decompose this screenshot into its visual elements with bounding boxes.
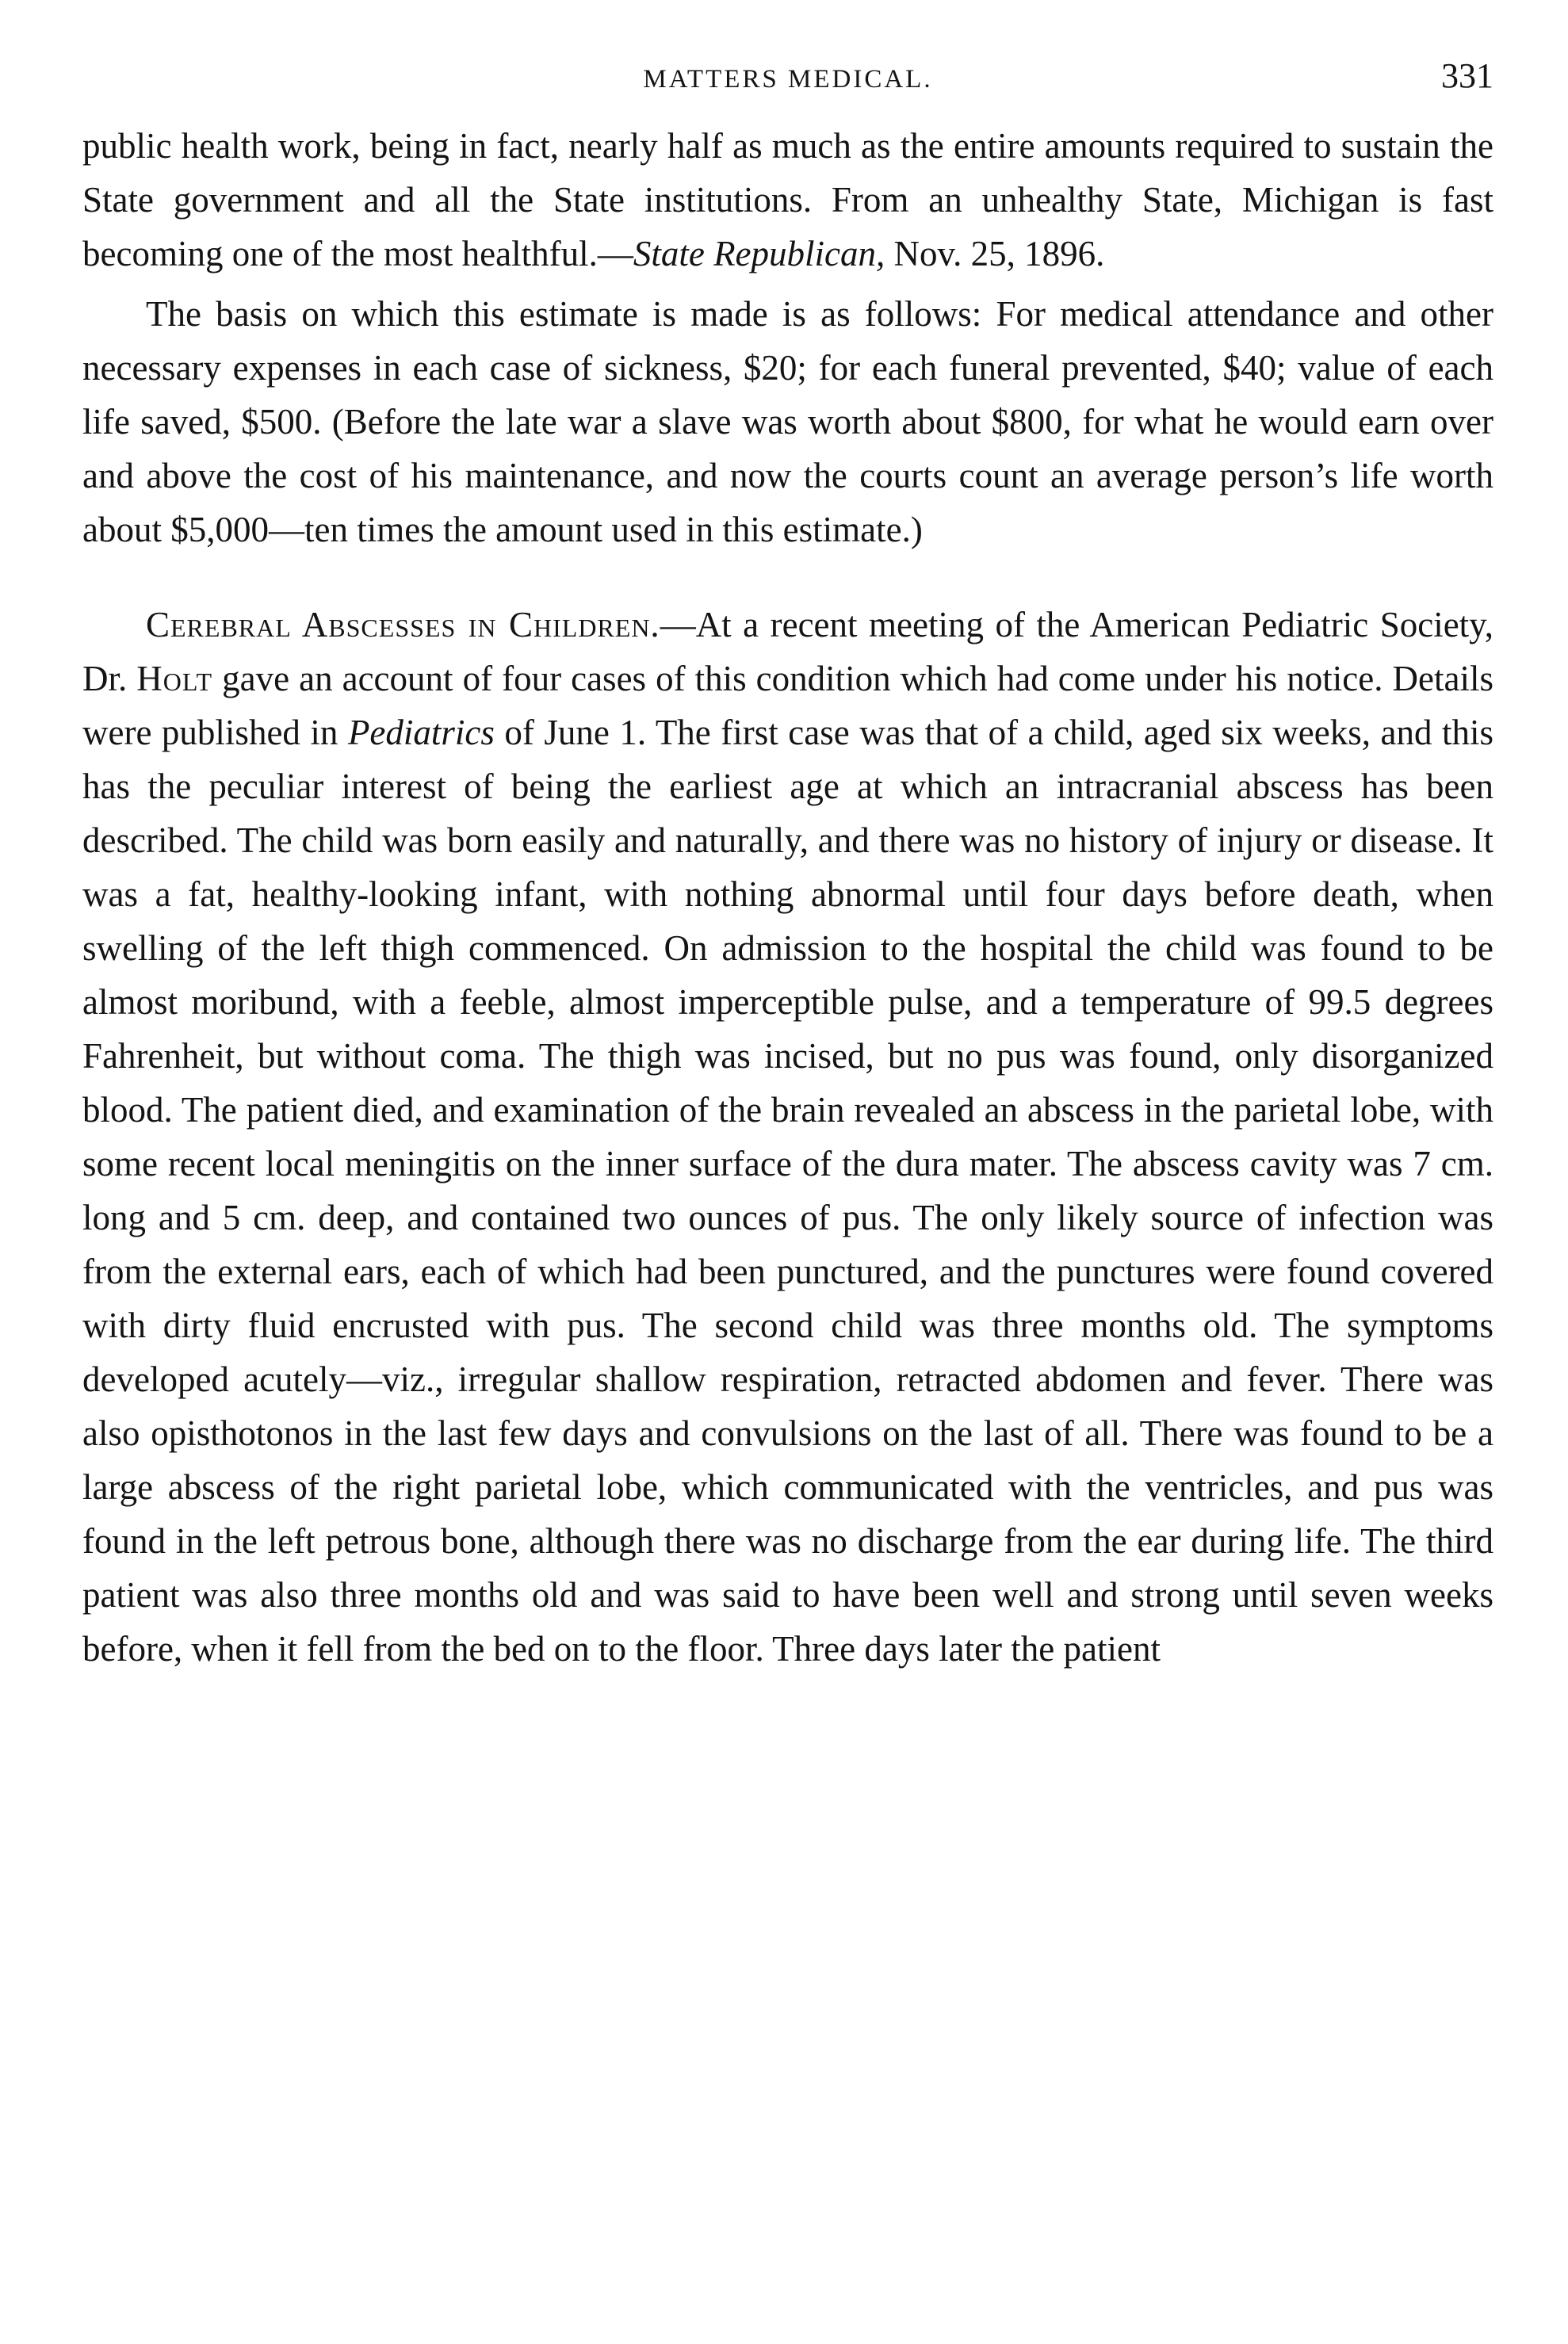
running-head	[82, 48, 1493, 119]
citation-date: Nov. 25, 1896.	[885, 234, 1105, 273]
running-title: MATTERS MEDICAL.	[643, 65, 933, 94]
paragraph-text: public health work, being in fact, nearly half as much as the entire amounts required to sustain the State government and all the State institutions. From an unhealthy State, Michigan is fast becoming one of the most healthful.—	[82, 126, 1493, 273]
book-page	[82, 48, 1493, 1676]
paragraph-text: The basis on which this estimate is made is as follows: For medical attendance and other necessary expenses in each case of sickness, $20; for each funeral prevented, $40; value of each life saved, $500. (Before the late war a slave was worth about $800, for what he would earn over and above the cost of his maintenance, and now the courts count an average person’s life worth about $5,000—ten times the amount used in this estimate.)	[82, 294, 1493, 549]
citation-source: State Republican,	[633, 234, 885, 273]
journal-title: Pediatrics	[347, 713, 495, 752]
heading-dash: —	[660, 605, 696, 644]
paragraph-text: At a recent meeting of the American Pediatric Society, Dr.	[82, 605, 1494, 698]
paragraph-continued	[82, 119, 1493, 281]
author-name: Holt	[136, 659, 213, 698]
paragraph-text: gave an account of four cases of this condition which had come under his notice. Details were published in	[82, 659, 1493, 752]
paragraph-text: of June 1. The first case was that of a child, aged six weeks, and this has the peculiar interest of being the earliest age at which an intracranial abscess has been described. The child was born easily and naturally, and there was no history of injury or disease. It was a fat, healthy-looking infant, with nothing abnormal until four days before death, when swelling of the left thigh commenced. On admission to the hospital the child was found to be almost moribund, with a feeble, almost imperceptible pulse, and a temperature of 99.5 degrees Fahrenheit, but without coma. The thigh was incised, but no pus was found, only disorganized blood. The patient died, and examination of the brain revealed an abscess in the parietal lobe, with some recent local meningitis on the inner surface of the dura mater. The abscess cavity was 7 cm. long and 5 cm. deep, and contained two ounces of pus. The only likely source of infection was from the external ears, each of which had been punctured, and the punctures were found covered with dirty fluid encrusted with pus. The second child was three months old. The symptoms developed acutely—viz., irregular shallow respiration, retracted abdomen and fever. There was also opisthotonos in the last few days and convulsions on the last of all. There was found to be a large abscess of the right parietal lobe, which communicated with the ventricles, and pus was found in the left petrous bone, although there was no discharge from the ear during life. The third patient was also three months old and was said to have been well and strong until seven weeks before, when it fell from the bed on to the floor. Three days later the patient	[82, 713, 1494, 1669]
section-heading: Cerebral Abscesses in Children.	[146, 605, 660, 644]
page-number: 331	[1441, 56, 1493, 95]
paragraph-cerebral-abscesses	[82, 598, 1493, 1676]
paragraph-estimate-basis	[82, 287, 1493, 556]
